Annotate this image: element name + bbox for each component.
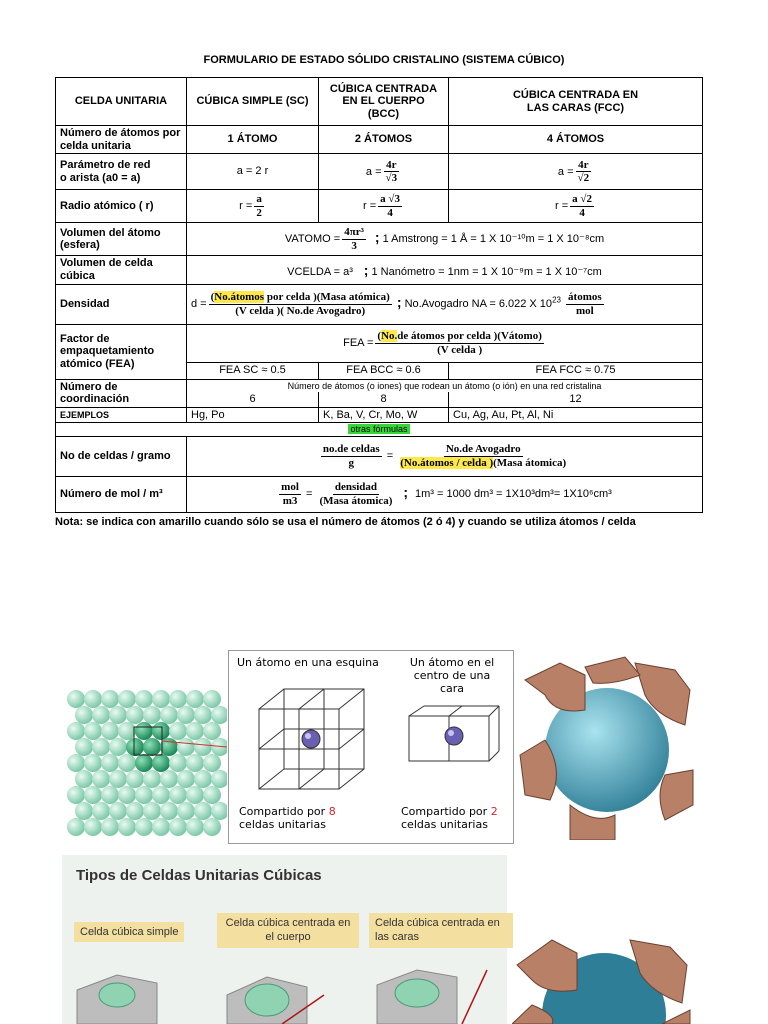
coord-sc: 6 bbox=[187, 392, 319, 407]
row-label-vatom: Volumen del átomo (esfera) bbox=[56, 223, 187, 256]
lattice-sphere bbox=[84, 786, 102, 804]
row-label-coord: Número de coordinación bbox=[56, 379, 187, 407]
fea-sc: FEA SC ≈ 0.5 bbox=[187, 362, 319, 379]
lattice-sphere bbox=[169, 754, 187, 772]
lattice-sphere bbox=[75, 802, 93, 820]
row-label-celdas: No de celdas / gramo bbox=[56, 436, 187, 476]
lattice-sphere bbox=[203, 722, 221, 740]
lattice-sphere bbox=[126, 706, 144, 724]
lattice-sphere bbox=[186, 786, 204, 804]
lattice-sphere bbox=[75, 738, 93, 756]
corner-cubes-diagram bbox=[249, 679, 379, 799]
lattice-sphere bbox=[118, 818, 136, 836]
row-label-densidad: Densidad bbox=[56, 284, 187, 324]
lattice-sphere bbox=[186, 754, 204, 772]
unit-cell-sphere bbox=[135, 722, 153, 740]
radius-sc: r = $\frac{a}{2}$ bbox=[187, 190, 319, 223]
row-label-fea: Factor de empaquetamiento atómico (FEA) bbox=[56, 324, 187, 379]
atoms-sc: 1 ÁTOMO bbox=[187, 126, 319, 154]
face-shared: Compartido por 2 celdas unitarias bbox=[401, 805, 498, 831]
fea-bcc: FEA BCC ≈ 0.6 bbox=[319, 362, 449, 379]
lattice-sphere bbox=[67, 786, 85, 804]
lattice-sphere bbox=[84, 754, 102, 772]
lattice-sphere bbox=[143, 802, 161, 820]
lattice-sphere bbox=[109, 770, 127, 788]
lattice-sphere bbox=[143, 706, 161, 724]
lattice-sphere bbox=[109, 802, 127, 820]
lattice-sphere bbox=[186, 818, 204, 836]
tipos-cells-image bbox=[62, 955, 507, 1024]
lattice-sphere bbox=[67, 722, 85, 740]
header-fcc: CÚBICA CENTRADA EN LAS CARAS (FCC) bbox=[449, 78, 703, 126]
lattice-sphere bbox=[135, 690, 153, 708]
unit-cell-sphere bbox=[143, 738, 161, 756]
lattice-sphere bbox=[211, 706, 227, 724]
vatom-formula: VATOMO = $\frac{\text{4πr³}}{3}$ ; 1 Amstrong = 1 Å = 1 X 10⁻¹⁰m = 1 X 10⁻⁸cm bbox=[187, 223, 703, 256]
lattice-sphere bbox=[194, 802, 212, 820]
page-title: FORMULARIO DE ESTADO SÓLIDO CRISTALINO (SISTEMA CÚBICO) bbox=[203, 54, 565, 66]
lattice-sphere bbox=[84, 722, 102, 740]
tipos-celdas-panel bbox=[62, 855, 507, 1024]
lattice-sphere bbox=[67, 690, 85, 708]
lattice-sphere bbox=[177, 738, 195, 756]
fcc-unit-cell-image bbox=[515, 655, 695, 840]
lattice-sphere bbox=[84, 690, 102, 708]
lattice-sphere bbox=[203, 690, 221, 708]
lattice-sphere bbox=[67, 754, 85, 772]
lattice-sphere bbox=[194, 738, 212, 756]
unit-cell-sphere bbox=[135, 754, 153, 772]
lattice-sphere bbox=[177, 706, 195, 724]
header-bcc: CÚBICA CENTRADA EN EL CUERPO (BCC) bbox=[319, 78, 449, 126]
lattice-sphere bbox=[186, 690, 204, 708]
lattice-sphere bbox=[177, 770, 195, 788]
lattice-sphere bbox=[203, 754, 221, 772]
lattice-sphere bbox=[169, 722, 187, 740]
lattice-sphere bbox=[101, 786, 119, 804]
fcc-unit-cell-image-2 bbox=[512, 935, 692, 1024]
lattice-sphere bbox=[169, 786, 187, 804]
lattice-sphere bbox=[92, 738, 110, 756]
lattice-sphere bbox=[118, 690, 136, 708]
lattice-sphere bbox=[211, 770, 227, 788]
lattice-sphere bbox=[92, 802, 110, 820]
lattice-sphere bbox=[67, 818, 85, 836]
lattice-sphere bbox=[152, 818, 170, 836]
coord-desc: Número de átomos (o iones) que rodean un átomo (o ión) en una red cristalina bbox=[187, 379, 703, 392]
row-label-atoms: Número de átomos por celda unitaria bbox=[56, 126, 187, 154]
lattice-sphere bbox=[143, 770, 161, 788]
header-celda: CELDA UNITARIA bbox=[56, 78, 187, 126]
sharing-panel bbox=[228, 650, 514, 844]
atoms-bcc: 2 ÁTOMOS bbox=[319, 126, 449, 154]
lattice-sphere bbox=[194, 770, 212, 788]
lattice-sphere bbox=[92, 770, 110, 788]
mol-formula: $\frac{\text{mol}}{m3}$ = $\frac{\text{densidad}}{\text{(Masa átomica)}}$ ; 1m³ = 1000 dm³ = 1X10³dm³= 1X10⁶cm³ bbox=[187, 476, 703, 512]
lattice-sphere bbox=[75, 706, 93, 724]
lattice-sphere bbox=[118, 754, 136, 772]
lattice-sphere bbox=[177, 802, 195, 820]
lattice-sphere bbox=[126, 770, 144, 788]
lattice-sphere bbox=[152, 690, 170, 708]
tipos-title: Tipos de Celdas Unitarias Cúbicas bbox=[76, 867, 322, 884]
row-label-ejemplos: EJEMPLOS bbox=[56, 407, 187, 423]
celdas-formula: $\frac{\text{no.de celdas}}{g}$ = $\frac{\text{No.de Avogadro}}{\text{(No.átomos / celda )(Masa átomica)}}$ bbox=[187, 436, 703, 476]
coord-bcc: 8 bbox=[319, 392, 449, 407]
lattice-sphere bbox=[211, 802, 227, 820]
lattice-sphere bbox=[92, 706, 110, 724]
otras-formulas: otras fórmulas bbox=[56, 423, 703, 436]
lattice-sphere bbox=[160, 770, 178, 788]
lattice-sphere bbox=[109, 706, 127, 724]
radius-bcc: r = $\frac{a √3}{4}$ bbox=[319, 190, 449, 223]
lattice-sphere bbox=[84, 818, 102, 836]
lattice-sphere bbox=[101, 818, 119, 836]
lattice-sphere bbox=[101, 754, 119, 772]
unit-cell-sphere bbox=[152, 722, 170, 740]
lattice-sphere bbox=[135, 818, 153, 836]
ej-bcc: K, Ba, V, Cr, Mo, W bbox=[319, 407, 449, 423]
lattice-sphere bbox=[101, 690, 119, 708]
lattice-sphere bbox=[118, 722, 136, 740]
sphere-packing-image bbox=[62, 685, 227, 845]
lattice-sphere bbox=[152, 786, 170, 804]
footnote: Nota: se indica con amarillo cuando sólo se usa el número de átomos (2 ó 4) y cuando se utiliza átomos / celda bbox=[55, 516, 636, 528]
lattice-sphere bbox=[160, 802, 178, 820]
fea-fcc: FEA FCC ≈ 0.75 bbox=[449, 362, 703, 379]
densidad-formula: d = $\frac{\text{(No.átomos por celda )(Masa atómica)}}{\text{(V celda )( No.de Avogadro)}}$ ; No.Avogadro NA = 6.022 X $10^{23}$ $\frac{\text{átomos}}{\text{mol}}$ bbox=[187, 284, 703, 324]
header-sc: CÚBICA SIMPLE (SC) bbox=[187, 78, 319, 126]
corner-caption: Un átomo en una esquina bbox=[237, 656, 379, 669]
atoms-fcc: 4 ÁTOMOS bbox=[449, 126, 703, 154]
lattice-sphere bbox=[126, 802, 144, 820]
param-bcc: a = $\frac{4r}{√3}$ bbox=[319, 154, 449, 190]
lattice-sphere bbox=[186, 722, 204, 740]
tag-fcc: Celda cúbica centrada en las caras bbox=[369, 913, 513, 948]
lattice-sphere bbox=[160, 706, 178, 724]
lattice-sphere bbox=[109, 738, 127, 756]
row-label-param: Parámetro de red o arista (a0 = a) bbox=[56, 154, 187, 190]
row-label-mol: Número de mol / m³ bbox=[56, 476, 187, 512]
ej-sc: Hg, Po bbox=[187, 407, 319, 423]
lattice-sphere bbox=[203, 818, 221, 836]
fea-formula: FEA = $\frac{\text{(No.de átomos por celda )(Vátomo)}}{\text{(V celda )}}$ bbox=[187, 324, 703, 362]
unit-cell-sphere bbox=[152, 754, 170, 772]
tag-simple: Celda cúbica simple bbox=[74, 922, 184, 942]
lattice-sphere bbox=[101, 722, 119, 740]
tag-bcc: Celda cúbica centrada en el cuerpo bbox=[217, 913, 359, 948]
lattice-sphere bbox=[194, 706, 212, 724]
ej-fcc: Cu, Ag, Au, Pt, Al, Ni bbox=[449, 407, 703, 423]
formulario-table bbox=[55, 77, 703, 513]
corner-shared: Compartido por 8 celdas unitarias bbox=[239, 805, 336, 831]
lattice-sphere bbox=[118, 786, 136, 804]
vcelda-formula: VCELDA = a³ ; 1 Nanómetro = 1nm = 1 X 10⁻⁹m = 1 X 10⁻⁷cm bbox=[187, 256, 703, 284]
lattice-sphere bbox=[169, 818, 187, 836]
coord-fcc: 12 bbox=[449, 392, 703, 407]
radius-fcc: r = $\frac{a √2}{4}$ bbox=[449, 190, 703, 223]
param-sc: a = 2 r bbox=[187, 154, 319, 190]
row-label-vcelda: Volumen de celda cúbica bbox=[56, 256, 187, 284]
face-cubes-diagram bbox=[404, 701, 504, 781]
lattice-sphere bbox=[203, 786, 221, 804]
face-caption: Un átomo en el centro de una cara bbox=[409, 656, 495, 695]
row-label-radius: Radio atómico ( r) bbox=[56, 190, 187, 223]
param-fcc: a = $\frac{4r}{√2}$ bbox=[449, 154, 703, 190]
unit-cell-sphere bbox=[126, 738, 144, 756]
lattice-sphere bbox=[135, 786, 153, 804]
lattice-sphere bbox=[169, 690, 187, 708]
lattice-sphere bbox=[75, 770, 93, 788]
